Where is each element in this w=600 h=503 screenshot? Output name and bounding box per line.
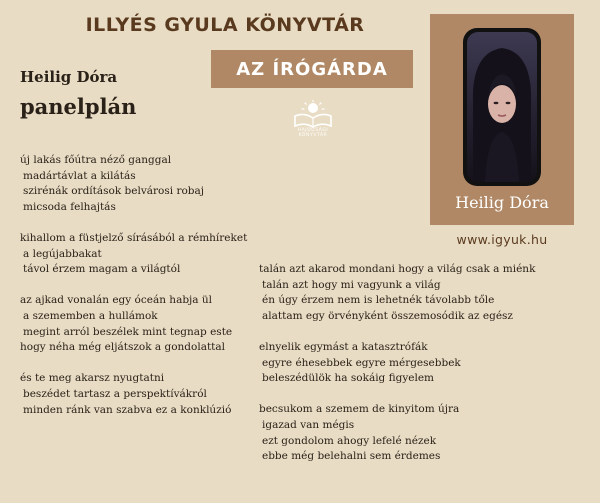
poem-right-column: [259, 262, 535, 480]
poem-line: ebbe még belehalni sem érdemes: [262, 450, 441, 463]
portrait-illustration: [467, 32, 537, 182]
library-brand-title: ILLYÉS GYULA KÖNYVTÁR: [85, 14, 365, 36]
poem-line: én úgy érzem nem is lehetnék távolabb tőle: [262, 294, 495, 307]
poem-line: alattam egy örvényként összemosódik az egész: [262, 309, 513, 322]
logo-text-line1: HAJDÚSÁGI: [297, 128, 329, 133]
poem-line: beleszédülök ha sokáig figyelem: [262, 372, 435, 385]
author-photo-panel: [430, 14, 574, 225]
poem-line: kihallom a füstjelző sírásából a rémhíreket: [20, 231, 248, 244]
poem-line: minden ránk van szabva ez a konklúzió: [23, 403, 232, 416]
photo-caption: Heilig Dóra: [455, 193, 549, 212]
poem-left-column: [20, 153, 247, 434]
poem-line: az ajkad vonalán egy óceán habja ül: [20, 294, 213, 307]
poem-stanza: [259, 402, 535, 464]
poem-line: igazad van mégis: [262, 418, 355, 431]
poem-line: szirénák ordítások belvárosi robaj: [23, 185, 205, 198]
poem-line: új lakás főútra néző ganggal: [20, 154, 172, 166]
poem-line: távol érzem magam a világtól: [23, 263, 181, 276]
library-logo: [282, 100, 344, 150]
poem-line: becsukom a szemem de kinyitom újra: [259, 403, 460, 416]
poem-line: talán azt hogy mi vagyunk a világ: [262, 278, 441, 291]
poem-line: és te meg akarsz nyugtatni: [20, 372, 165, 385]
poem-stanza: [259, 262, 535, 324]
poem-line: beszédet tartasz a perspektívákról: [23, 387, 207, 400]
poem-line: talán azt akarod mondani hogy a világ csak a miénk: [259, 263, 536, 275]
website-url: www.igyuk.hu: [456, 232, 548, 247]
poem-title: panelplán: [20, 94, 137, 119]
poem-line: a legújabbakat: [23, 247, 102, 260]
section-badge: AZ ÍRÓGÁRDA: [211, 50, 413, 88]
poem-line: hogy néha még eljátszok a gondolattal: [20, 341, 226, 354]
poem-stanza: [259, 340, 535, 387]
poem-stanza: [20, 293, 247, 355]
poem-line: a szememben a hullámok: [23, 309, 158, 322]
poem-line: ezt gondolom ahogy lefelé nézek: [262, 434, 437, 447]
poem-stanza: [20, 231, 247, 278]
book-sun-icon: [291, 100, 335, 128]
poem-stanza: [20, 153, 247, 215]
poem-line: megint arról beszélek mint tegnap este: [23, 325, 233, 338]
poem-line: madártávlat a kilátás: [23, 169, 136, 182]
poem-stanza: [20, 371, 247, 418]
phone-frame: [463, 28, 541, 186]
author-portrait: [467, 32, 537, 182]
author-name: Heilig Dóra: [20, 68, 118, 86]
poem-line: micsoda felhajtás: [23, 200, 116, 213]
poem-line: elnyelik egymást a katasztrófák: [259, 340, 428, 353]
poem-line: egyre éhesebbek egyre mérgesebbek: [262, 356, 461, 369]
logo-text-line2: KÖNYVTÁR: [298, 133, 328, 138]
